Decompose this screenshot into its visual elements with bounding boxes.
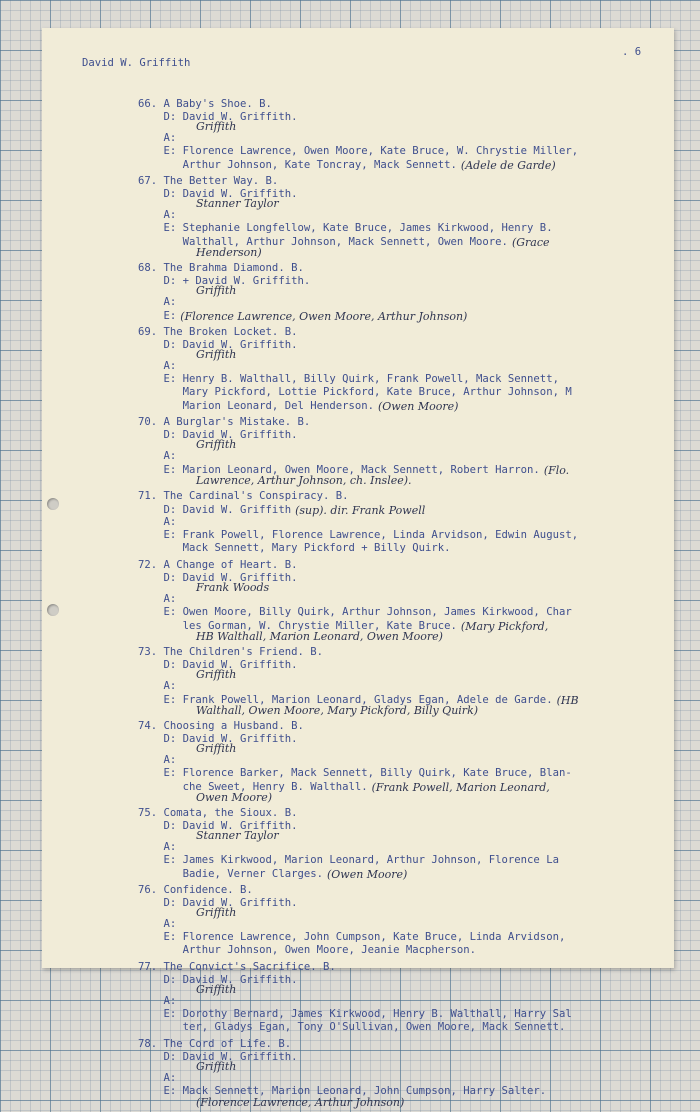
handwritten-author-note: Griffith [196, 284, 237, 297]
handwritten-author-note: Stanner Taylor [196, 197, 279, 210]
director-text: D: David W. Griffith. [138, 897, 298, 909]
handwritten-author-note: Griffith [196, 742, 237, 755]
film-title: 71. The Cardinal's Conspiracy. B. [138, 490, 349, 502]
cast-text: Mary Pickford, Lottie Pickford, Kate Bruce, Arthur Johnson, M [138, 386, 572, 398]
cast-line [138, 373, 668, 386]
cast-text: Mack Sennett, Mary Pickford + Billy Quirk. [138, 542, 451, 554]
film-entry [138, 416, 668, 486]
punch-hole [47, 498, 59, 510]
handwritten-director-note: (sup). dir. Frank Powell [295, 504, 426, 517]
cast-line [138, 606, 668, 619]
cast-text: E: Henry B. Walthall, Billy Quirk, Frank Powell, Mack Sennett, [138, 373, 559, 385]
author-line: A: [138, 296, 177, 308]
handwritten-cast-note: (Owen Moore) [326, 868, 408, 881]
film-entry [138, 884, 668, 957]
film-title: 70. A Burglar's Mistake. B. [138, 416, 311, 428]
author-line: A: [138, 918, 177, 930]
director-text: D: David W. Griffith. [138, 188, 298, 200]
film-entry [138, 720, 668, 803]
cast-text: Badie, Verner Clarges. [138, 868, 323, 880]
author-line: A: [138, 132, 177, 144]
handwritten-cast-note: (Florence Lawrence, Owen Moore, Arthur Johnson) [180, 310, 468, 323]
author-line: A: [138, 516, 177, 528]
cast-line [138, 386, 668, 399]
cast-text: E: Frank Powell, Florence Lawrence, Linda Arvidson, Edwin August, [138, 529, 579, 541]
handwritten-cast-note: (Frank Powell, Marion Leonard, [371, 781, 550, 794]
author-header: David W. Griffith [82, 57, 191, 69]
cast-text: E: Mack Sennett, Marion Leonard, John Cumpson, Harry Salter. [138, 1085, 547, 1097]
film-title: 68. The Brahma Diamond. B. [138, 262, 304, 274]
director-text: D: David W. Griffith. [138, 733, 298, 745]
handwritten-cast-note-continued: (Florence Lawrence, Arthur Johnson) [196, 1096, 405, 1109]
filmography-list [138, 98, 668, 1112]
cast-text: E: Marion Leonard, Owen Moore, Mack Sennett, Robert Harron. [138, 464, 540, 476]
handwritten-author-note: Griffith [196, 668, 237, 681]
cast-line [138, 309, 668, 322]
handwritten-author-note: Griffith [196, 983, 237, 996]
handwritten-author-note: Griffith [196, 438, 237, 451]
film-entry [138, 961, 668, 1034]
handwritten-cast-note-continued: Lawrence, Arthur Johnson, ch. Inslee). [196, 474, 412, 487]
handwritten-cast-note-continued: Henderson) [196, 246, 262, 259]
cast-line [138, 145, 668, 158]
director-text: D: David W. Griffith. [138, 572, 298, 584]
film-title: 78. The Cord of Life. B. [138, 1038, 292, 1050]
cast-line [138, 529, 668, 542]
cast-text: les Gorman, W. Chrystie Miller, Kate Bruce. [138, 620, 457, 632]
director-text: D: David W. Griffith. [138, 429, 298, 441]
director-text: D: David W. Griffith. [138, 339, 298, 351]
film-title: 77. The Convict's Sacrifice. B. [138, 961, 336, 973]
director-line [138, 503, 668, 516]
cast-text: E: James Kirkwood, Marion Leonard, Arthur Johnson, Florence La [138, 854, 559, 866]
author-line: A: [138, 360, 177, 372]
cast-line [138, 399, 668, 412]
cast-text: E: Florence Lawrence, Owen Moore, Kate Bruce, W. Chrystie Miller, [138, 145, 579, 157]
film-entry [138, 646, 668, 716]
cast-line [138, 1021, 668, 1034]
director-text: D: + David W. Griffith. [138, 275, 311, 287]
director-text: D: David W. Griffith. [138, 111, 298, 123]
film-entry [138, 490, 668, 555]
film-title: 69. The Broken Locket. B. [138, 326, 298, 338]
film-title: 73. The Children's Friend. B. [138, 646, 323, 658]
handwritten-cast-note-continued: Owen Moore) [196, 791, 273, 804]
director-text: D: David W. Griffith [138, 504, 292, 516]
cast-line [138, 542, 668, 555]
film-title: 74. Choosing a Husband. B. [138, 720, 304, 732]
document-page [42, 28, 674, 1109]
page-number: . 6 [622, 46, 642, 58]
film-entry [138, 175, 668, 258]
cast-line [138, 158, 668, 171]
cast-text: E: Stephanie Longfellow, Kate Bruce, James Kirkwood, Henry B. [138, 222, 553, 234]
film-title: 66. A Baby's Shoe. B. [138, 98, 272, 110]
cast-text: E: Owen Moore, Billy Quirk, Arthur Johnson, James Kirkwood, Char [138, 606, 572, 618]
film-entry [138, 1038, 668, 1108]
handwritten-author-note: Griffith [196, 120, 237, 133]
cast-line [138, 854, 668, 867]
film-title: 76. Confidence. B. [138, 884, 253, 896]
handwritten-author-note: Griffith [196, 906, 237, 919]
director-text: D: David W. Griffith. [138, 974, 298, 986]
handwritten-cast-note-continued: HB Walthall, Marion Leonard, Owen Moore) [196, 630, 443, 643]
director-text: D: David W. Griffith. [138, 659, 298, 671]
film-title: 75. Comata, the Sioux. B. [138, 807, 298, 819]
author-line: A: [138, 593, 177, 605]
cast-line [138, 1008, 668, 1021]
cast-line [138, 767, 668, 780]
author-line: A: [138, 680, 177, 692]
cast-text: E: Dorothy Bernard, James Kirkwood, Henry B. Walthall, Harry Sal [138, 1008, 572, 1020]
handwritten-cast-note-continued: Walthall, Owen Moore, Mary Pickford, Billy Quirk) [196, 704, 479, 717]
handwritten-cast-note: (Mary Pickford, [460, 620, 549, 633]
cast-text: E: Frank Powell, Marion Leonard, Gladys Egan, Adele de Garde. [138, 694, 553, 706]
author-line: A: [138, 995, 177, 1007]
handwritten-cast-note: (Flo. [543, 464, 570, 477]
cast-line [138, 867, 668, 880]
handwritten-author-note: Griffith [196, 348, 237, 361]
cast-text: ter, Gladys Egan, Tony O'Sullivan, Owen Moore, Mack Sennett. [138, 1021, 566, 1033]
cast-text: Arthur Johnson, Owen Moore, Jeanie Macpherson. [138, 944, 477, 956]
director-text: D: David W. Griffith. [138, 820, 298, 832]
cast-text: E: [138, 310, 177, 322]
film-entry [138, 262, 668, 322]
film-entry [138, 98, 668, 171]
film-entry [138, 807, 668, 880]
cast-text: E: Florence Lawrence, John Cumpson, Kate Bruce, Linda Arvidson, [138, 931, 566, 943]
handwritten-cast-note: (Grace [511, 236, 550, 249]
author-line: A: [138, 841, 177, 853]
handwritten-author-note: Stanner Taylor [196, 829, 279, 842]
film-entry [138, 326, 668, 412]
handwritten-cast-note: (HB [556, 694, 579, 707]
film-title: 72. A Change of Heart. B. [138, 559, 298, 571]
handwritten-author-note: Griffith [196, 1060, 237, 1073]
cast-text: Marion Leonard, Del Henderson. [138, 400, 374, 412]
author-line: A: [138, 450, 177, 462]
author-line: A: [138, 1072, 177, 1084]
cast-text: Walthall, Arthur Johnson, Mack Sennett, Owen Moore. [138, 236, 508, 248]
film-title: 67. The Better Way. B. [138, 175, 279, 187]
handwritten-cast-note: (Adele de Garde) [460, 159, 556, 172]
author-line: A: [138, 209, 177, 221]
film-entry [138, 559, 668, 642]
cast-text: che Sweet, Henry B. Walthall. [138, 781, 368, 793]
handwritten-author-note: Frank Woods [196, 581, 270, 594]
handwritten-cast-note: (Owen Moore) [378, 400, 459, 413]
author-line: A: [138, 754, 177, 766]
director-text: D: David W. Griffith. [138, 1051, 298, 1063]
cast-line [138, 931, 668, 944]
cast-line [138, 944, 668, 957]
cast-text: Arthur Johnson, Kate Toncray, Mack Sennett. [138, 159, 457, 171]
cast-text: E: Florence Barker, Mack Sennett, Billy Quirk, Kate Bruce, Blan- [138, 767, 572, 779]
cast-line [138, 222, 668, 235]
punch-hole [47, 604, 59, 616]
